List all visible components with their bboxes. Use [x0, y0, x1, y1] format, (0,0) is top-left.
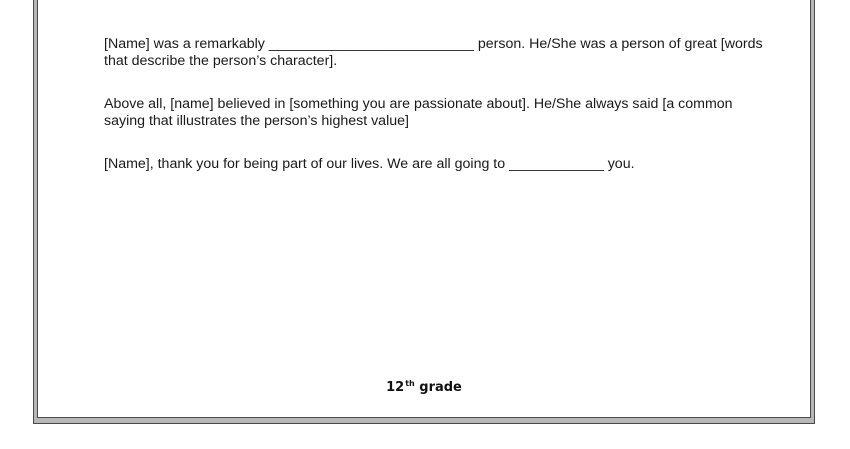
- grade-suffix: th: [405, 379, 415, 388]
- value-line: saying that illustrates the person’s highest value]: [104, 113, 409, 129]
- remarkable-line: [Name] was a remarkably __________________________ person. He/She was a person of great [words: [104, 36, 763, 52]
- grade-word: grade: [419, 380, 462, 395]
- belief-line: Above all, [name] believed in [something you are passionate about]. He/She always said [a common: [104, 96, 733, 112]
- thank-you-line: [Name], thank you for being part of our lives. We are all going to ____________ you.: [104, 156, 635, 172]
- page-border-frame: [33, 0, 815, 424]
- grade-label: [38, 379, 810, 395]
- page-content-area: [37, 0, 811, 418]
- character-line: that describe the person’s character].: [104, 53, 338, 69]
- grade-number: 12: [386, 380, 405, 395]
